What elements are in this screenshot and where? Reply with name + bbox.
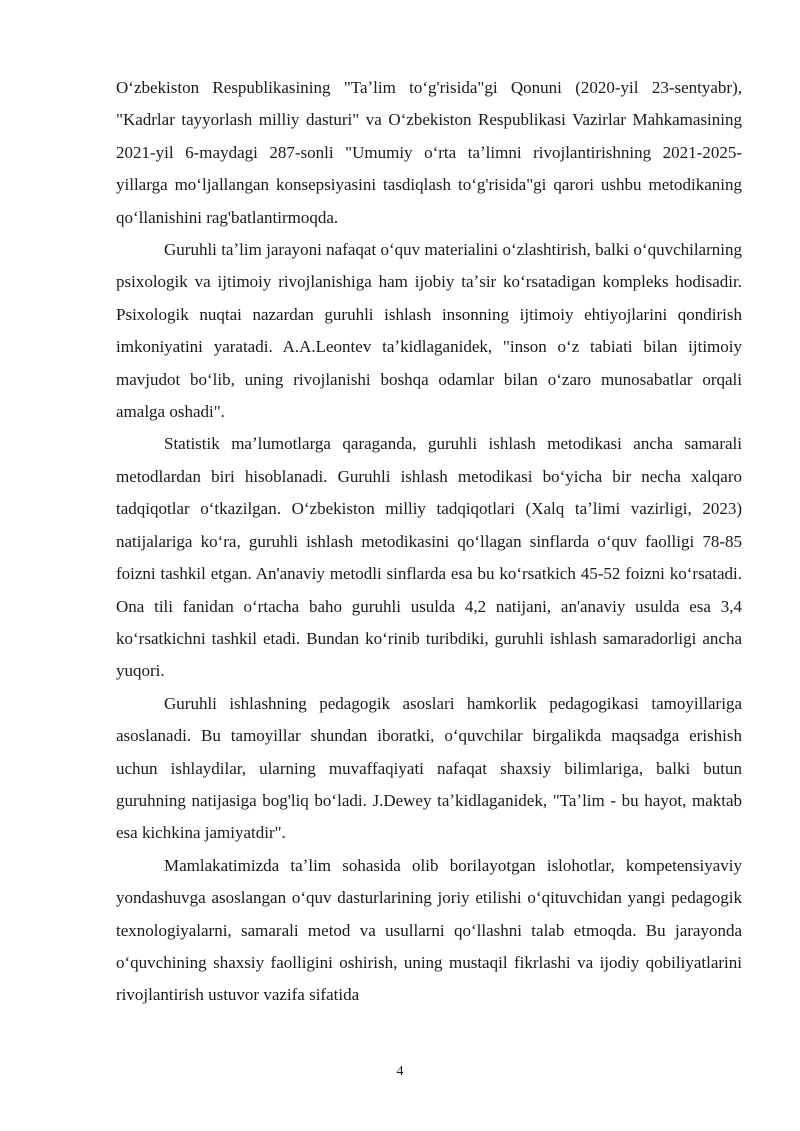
page-number: 4	[396, 1064, 404, 1079]
paragraph-reforms: Mamlakatimizda taʼlim sohasida olib borilayotgan islohotlar, kompetensiyaviy yondashuvga asoslangan oʻquv dasturlarining joriy etilishi oʻqituvchidan yangi pedagogik texnologiyalarni, samarali metod va usullarni qoʻllashni talab etmoqda. Bu jarayonda oʻquvchining shaxsiy faolligini oshirish, uning mustaqil fikrlashi va ijodiy qobiliyatlarini rivojlantirish ustuvor vazifa sifatida	[116, 855, 742, 1005]
paragraph-group-learning: Guruhli taʼlim jarayoni nafaqat oʻquv materialini oʻzlashtirish, balki oʻquvchilarning psixologik va ijtimoiy rivojlanishiga ham ijobiy taʼsir koʻrsatadigan kompleks hodisadir. Psixologik nuqtai nazardan guruhli ishlash insonning ijtimoiy ehtiyojlarini qondirish imkoniyatini yaratadi. A.A.Leontev taʼkidlaganidek, "inson oʻz tabiati bilan ijtimoiy mavjudot boʻlib, uning rivojlanishi boshqa odamlar bilan oʻzaro munosabatlar orqali amalga oshadi".	[116, 240, 742, 422]
document-page	[116, 72, 742, 1012]
paragraph-statistics: Statistik maʼlumotlarga qaraganda, guruhli ishlash metodikasi ancha samarali metodlardan biri hisoblanadi. Guruhli ishlash metodikasi boʻyicha bir necha xalqaro tadqiqotlar oʻtkazilgan. Oʻzbekiston milliy tadqiqotlari (Xalq taʼlimi vazirligi, 2023) natijalariga koʻra, guruhli ishlash metodikasini qoʻllagan sinflarda oʻquv faolligi 78-85 foizni tashkil etgan. An'anaviy metodli sinflarda esa bu koʻrsatkich 45-52 foizni koʻrsatadi. Ona tili fanidan oʻrtacha baho guruhli usulda 4,2 natijani, an'anaviy usulda esa 3,4 koʻrsatkichni tashkil etadi. Bundan koʻrinib turibdiki, guruhli ishlash samaradorligi ancha yuqori.	[116, 434, 742, 681]
paragraph-pedagogical-basis: Guruhli ishlashning pedagogik asoslari hamkorlik pedagogikasi tamoyillariga asoslanadi. Bu tamoyillar shundan iboratki, oʻquvchilar birgalikda maqsadga erishish uchun ishlaydilar, ularning muvaffaqiyati nafaqat shaxsiy bilimlariga, balki butun guruhning natijasiga bog'liq boʻladi. J.Dewey taʼkidlaganidek, "Taʼlim - bu hayot, maktab esa kichkina jamiyatdir".	[116, 693, 742, 843]
paragraph-legal-basis: Oʻzbekiston Respublikasining "Taʼlim toʻg'risida"gi Qonuni (2020-yil 23-sentyabr), "Kadrlar tayyorlash milliy dasturi" va Oʻzbekiston Respublikasi Vazirlar Mahkamasining 2021-yil 6-maydagi 287-sonli "Umumiy oʻrta taʼlimni rivojlantirishning 2021-2025-yillarga moʻljallangan konsepsiyasini tasdiqlash toʻg'risida"gi qarori ushbu metodikaning qoʻllanishini rag'batlantirmoqda.	[116, 78, 742, 227]
